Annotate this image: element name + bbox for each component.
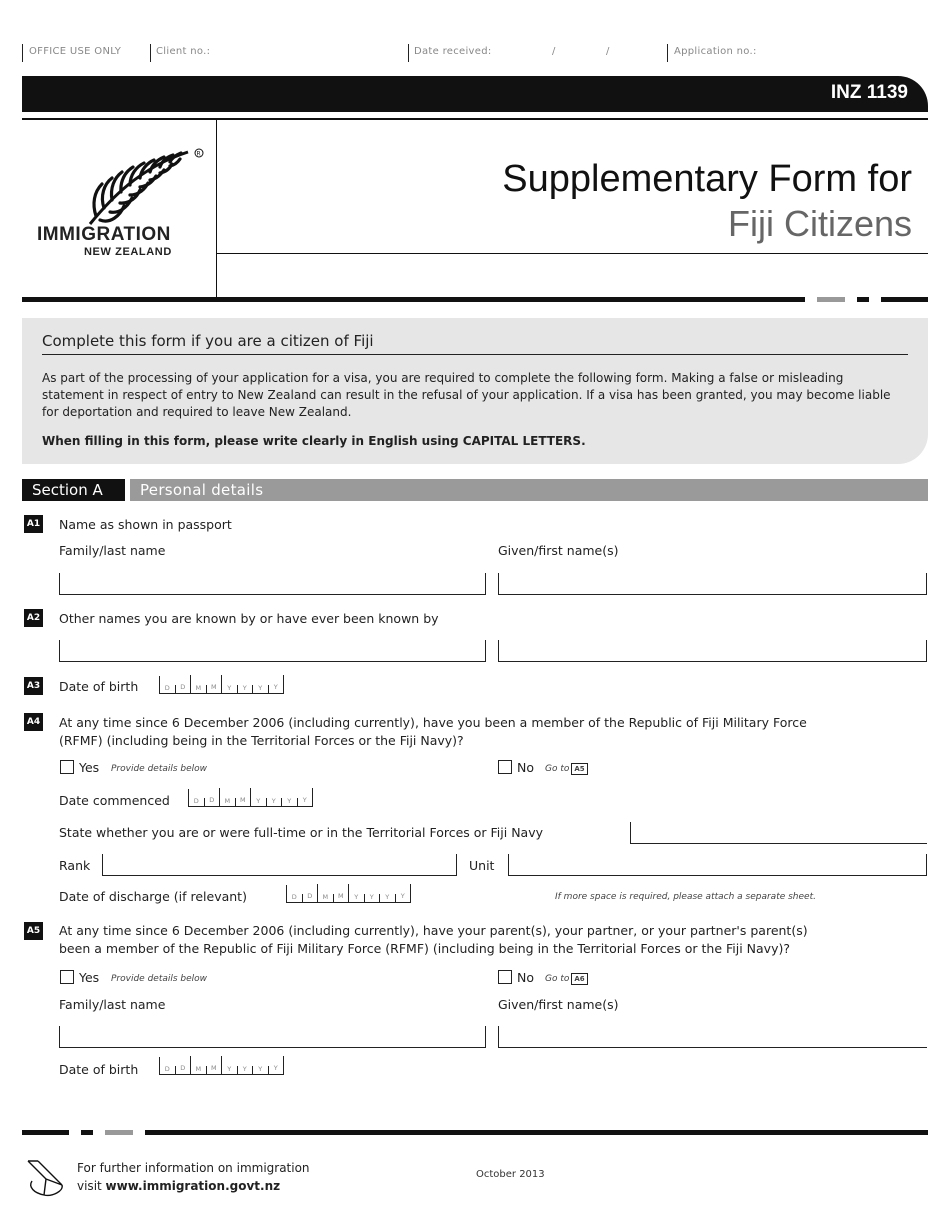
- no-checkbox[interactable]: [498, 760, 512, 774]
- date-placeholder: M: [322, 893, 329, 901]
- header-bar: [22, 76, 928, 112]
- date-of-birth-field[interactable]: [159, 1057, 284, 1075]
- date-digit-box[interactable]: [222, 685, 238, 693]
- family-name-field[interactable]: [59, 573, 486, 595]
- title-rule: [216, 253, 928, 254]
- date-commenced-label: Date commenced: [59, 793, 170, 808]
- footer-visit-prefix: visit: [77, 1179, 106, 1193]
- date-digit-box[interactable]: [334, 884, 350, 902]
- date-placeholder: Y: [227, 1065, 232, 1073]
- footer-divider-bar: [105, 1130, 133, 1135]
- date-digit-box[interactable]: [238, 685, 254, 693]
- date-digit-box[interactable]: [176, 675, 192, 693]
- date-placeholder: Y: [400, 892, 405, 900]
- yes-checkbox[interactable]: [60, 760, 74, 774]
- question-label: Other names you are known by or have ever been known by: [59, 611, 439, 626]
- date-placeholder: D: [180, 683, 186, 691]
- date-placeholder: Y: [227, 684, 232, 692]
- given-name-label: Given/first name(s): [498, 997, 619, 1012]
- date-slash: /: [552, 46, 556, 57]
- date-digit-box[interactable]: [189, 798, 205, 806]
- date-digit-box[interactable]: [191, 1066, 207, 1074]
- goto-text: Go to: [545, 974, 570, 984]
- date-digit-box[interactable]: [205, 788, 221, 806]
- rank-label: Rank: [59, 858, 91, 873]
- silver-fern-icon: [80, 140, 210, 230]
- no-label: No: [517, 760, 534, 775]
- date-placeholder: Y: [258, 1065, 263, 1073]
- date-placeholder: Y: [242, 1065, 247, 1073]
- application-no-label: Application no.:: [674, 46, 757, 57]
- date-placeholder: D: [164, 684, 170, 692]
- divider: [22, 44, 23, 62]
- date-placeholder: D: [307, 892, 313, 900]
- divider: [667, 44, 668, 62]
- section-title: Personal details: [130, 479, 928, 501]
- yes-label: Yes: [79, 970, 100, 985]
- date-placeholder: Y: [258, 684, 263, 692]
- unit-label: Unit: [469, 858, 495, 873]
- given-name-label: Given/first name(s): [498, 543, 619, 558]
- date-digit-box[interactable]: [349, 894, 365, 902]
- intro-box: [22, 318, 928, 464]
- more-space-note: If more space is required, please attach a separate sheet.: [555, 892, 816, 902]
- yes-note: Provide details below: [111, 764, 208, 774]
- given-name-field[interactable]: [498, 573, 927, 595]
- footer-divider-bar: [22, 1130, 69, 1135]
- date-digit-box[interactable]: [236, 788, 252, 806]
- date-digit-box[interactable]: [365, 894, 381, 902]
- other-names-field[interactable]: [498, 640, 927, 662]
- intro-body: As part of the processing of your application for a visa, you are required to complete the following form. Making a false or misleading statement in respect of entry to New Zealand can result in the refusal of your application. If a visa has been granted, you may become liable for deportation and required to leave New Zealand.: [42, 371, 891, 419]
- goto-note: [545, 973, 588, 985]
- question-label: Date of birth: [59, 679, 139, 694]
- section-label: Section A: [22, 479, 125, 501]
- date-placeholder: M: [239, 796, 246, 804]
- date-placeholder: D: [291, 893, 297, 901]
- date-placeholder: Y: [273, 683, 278, 691]
- date-placeholder: Y: [287, 797, 292, 805]
- date-digit-box[interactable]: [207, 675, 223, 693]
- date-placeholder: M: [195, 1065, 202, 1073]
- form-code: INZ 1139: [830, 82, 908, 103]
- goto-ref: A5: [571, 763, 587, 775]
- date-placeholder: M: [210, 1064, 217, 1072]
- date-digit-box[interactable]: [222, 1066, 238, 1074]
- date-digit-box[interactable]: [251, 798, 267, 806]
- date-placeholder: D: [209, 796, 215, 804]
- given-name-field[interactable]: [498, 1026, 927, 1048]
- unit-field[interactable]: [508, 854, 927, 876]
- client-no-label: Client no.:: [156, 46, 211, 57]
- date-digit-box[interactable]: [318, 894, 334, 902]
- date-digit-box[interactable]: [207, 1056, 223, 1074]
- date-digit-box[interactable]: [267, 798, 283, 806]
- intro-instruction: When filling in this form, please write clearly in English using CAPITAL LETTERS.: [42, 434, 586, 448]
- header-divider-bar: [22, 297, 805, 302]
- divider: [150, 44, 151, 62]
- question-label: Name as shown in passport: [59, 517, 232, 532]
- footer-date: October 2013: [476, 1169, 545, 1180]
- date-digit-box[interactable]: [253, 685, 269, 693]
- date-placeholder: D: [180, 1064, 186, 1072]
- date-digit-box[interactable]: [380, 894, 396, 902]
- logo-wordmark: IMMIGRATION: [37, 224, 171, 245]
- yes-checkbox[interactable]: [60, 970, 74, 984]
- header-rule: [22, 118, 928, 120]
- date-digit-box[interactable]: [287, 894, 303, 902]
- date-placeholder: D: [193, 797, 199, 805]
- svg-text:R: R: [196, 150, 201, 158]
- date-digit-box[interactable]: [220, 798, 236, 806]
- date-placeholder: M: [195, 684, 202, 692]
- question-number: A5: [24, 922, 43, 940]
- yes-label: Yes: [79, 760, 100, 775]
- date-placeholder: M: [210, 683, 217, 691]
- divider: [408, 44, 409, 62]
- date-slash: /: [606, 46, 610, 57]
- date-placeholder: M: [337, 892, 344, 900]
- date-of-birth-label: Date of birth: [59, 1062, 139, 1077]
- footer-url[interactable]: www.immigration.govt.nz: [105, 1179, 281, 1193]
- date-digit-box[interactable]: [282, 798, 298, 806]
- date-placeholder: Y: [302, 796, 307, 804]
- question-text: (RFMF) (including being in the Territorial Forces or the Fiji Navy)?: [59, 733, 464, 748]
- intro-title: Complete this form if you are a citizen of Fiji: [42, 332, 908, 355]
- date-of-birth-field[interactable]: [159, 676, 284, 694]
- yes-note: Provide details below: [111, 974, 208, 984]
- date-placeholder: Y: [271, 797, 276, 805]
- date-commenced-field[interactable]: [188, 789, 313, 807]
- date-digit-box[interactable]: [269, 675, 285, 693]
- discharge-date-label: Date of discharge (if relevant): [59, 889, 247, 904]
- date-digit-box[interactable]: [303, 884, 319, 902]
- date-placeholder: Y: [242, 684, 247, 692]
- goto-text: Go to: [545, 764, 570, 774]
- footer-divider-bar: [81, 1130, 93, 1135]
- question-text: been a member of the Republic of Fiji Military Force (RFMF) (including being in the Territorial Forces or the Fiji Navy)?: [59, 941, 790, 956]
- header-divider-bar: [857, 297, 869, 302]
- date-placeholder: M: [224, 797, 231, 805]
- footer-visit: [77, 1178, 280, 1195]
- date-digit-box[interactable]: [253, 1066, 269, 1074]
- service-type-field[interactable]: [630, 822, 927, 844]
- immigration-arrow-icon: [24, 1155, 68, 1199]
- date-digit-box[interactable]: [238, 1066, 254, 1074]
- date-placeholder: Y: [354, 893, 359, 901]
- logo-subtitle: NEW ZEALAND: [84, 246, 172, 258]
- question-number: A2: [24, 609, 43, 627]
- date-placeholder: Y: [369, 893, 374, 901]
- date-placeholder: Y: [256, 797, 261, 805]
- date-digit-box[interactable]: [298, 788, 314, 806]
- family-name-label: Family/last name: [59, 997, 166, 1012]
- page-subtitle: Fiji Citizens: [727, 203, 912, 244]
- service-type-label: State whether you are or were full-time or in the Territorial Forces or Fiji Navy: [59, 825, 544, 840]
- date-digit-box[interactable]: [269, 1056, 285, 1074]
- date-digit-box[interactable]: [396, 884, 412, 902]
- question-number: A1: [24, 515, 43, 533]
- question-number: A4: [24, 713, 43, 731]
- date-digit-box[interactable]: [160, 685, 176, 693]
- date-digit-box[interactable]: [191, 685, 207, 693]
- goto-note: [545, 763, 588, 775]
- office-use-label: OFFICE USE ONLY: [29, 46, 122, 57]
- question-number: A3: [24, 677, 43, 695]
- date-digit-box[interactable]: [160, 1066, 176, 1074]
- no-checkbox[interactable]: [498, 970, 512, 984]
- discharge-date-field[interactable]: [286, 885, 411, 903]
- family-name-field[interactable]: [59, 1026, 486, 1048]
- logo-divider: [216, 118, 217, 298]
- header-divider-bar: [817, 297, 845, 302]
- page-title: Supplementary Form for: [502, 158, 912, 200]
- header-divider-bar: [881, 297, 928, 302]
- question-text: At any time since 6 December 2006 (including currently), have you been a member of the Republic of Fiji Military Force: [59, 715, 807, 730]
- date-placeholder: D: [164, 1065, 170, 1073]
- date-digit-box[interactable]: [176, 1056, 192, 1074]
- date-received-label: Date received:: [414, 46, 492, 57]
- date-placeholder: Y: [385, 893, 390, 901]
- date-placeholder: Y: [273, 1064, 278, 1072]
- question-text: At any time since 6 December 2006 (including currently), have your parent(s), your partner, or your partner's parent(s): [59, 923, 808, 938]
- no-label: No: [517, 970, 534, 985]
- other-names-field[interactable]: [59, 640, 486, 662]
- family-name-label: Family/last name: [59, 543, 166, 558]
- footer-divider-bar: [145, 1130, 928, 1135]
- rank-field[interactable]: [102, 854, 457, 876]
- office-use-strip: [22, 44, 782, 62]
- footer-info: For further information on immigration: [77, 1161, 310, 1175]
- goto-ref: A6: [571, 973, 587, 985]
